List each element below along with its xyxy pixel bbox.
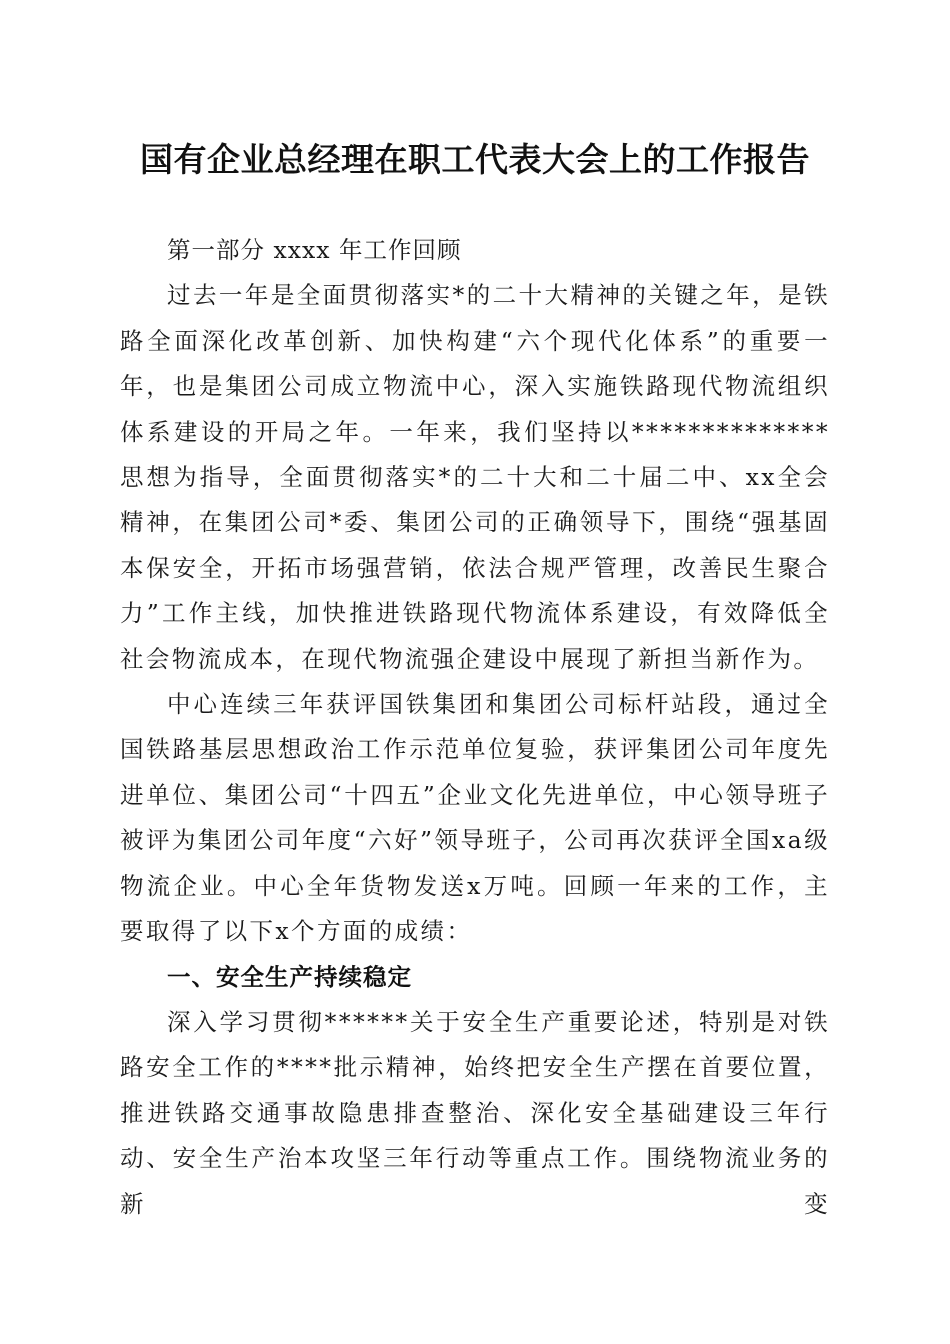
paragraph-safety: 深入学习贯彻******关于安全生产重要论述，特别是对铁路安全工作的****批示精神，始终把安全生产摆在首要位置，推进铁路交通事故隐患排查整治、深化安全基础建设三年行动、安全生产治本攻坚三年行动等重点工作。围绕物流业务的新变: [120, 1007, 830, 1218]
paragraph-review-intro: 过去一年是全面贯彻落实*的二十大精神的关键之年，是铁路全面深化改革创新、加快构建“六个现代化体系”的重要一年，也是集团公司成立物流中心，深入实施铁路现代物流组织体系建设的开局之年。一年来，我们坚持以**************思想为指导，全面贯彻落实*的二十大和二十届二中、xx全会精神，在集团公司*委、集团公司的正确领导下，围绕“强基固本保安全，开拓市场强营销，依法合规严管理，改善民生聚合力”工作主线，加快推进铁路现代物流体系建设，有效降低全社会物流成本，在现代物流强企建设中展现了新担当新作为。: [120, 281, 830, 673]
paragraph-achievements: 中心连续三年获评国铁集团和集团公司标杆站段，通过全国铁路基层思想政治工作示范单位复验，获评集团公司年度先进单位、集团公司“十四五”企业文化先进单位，中心领导班子被评为集团公司年度“六好”领导班子，公司再次获评全国xa级物流企业。中心全年货物发送x万吨。回顾一年来的工作，主要取得了以下x个方面的成绩：: [120, 690, 830, 946]
section-heading-safety: 一、安全生产持续稳定: [167, 962, 412, 991]
part-heading: 第一部分 xxxx 年工作回顾: [167, 236, 462, 264]
document-title: 国有企业总经理在职工代表大会上的工作报告: [140, 140, 810, 179]
document-body: [120, 228, 830, 1227]
